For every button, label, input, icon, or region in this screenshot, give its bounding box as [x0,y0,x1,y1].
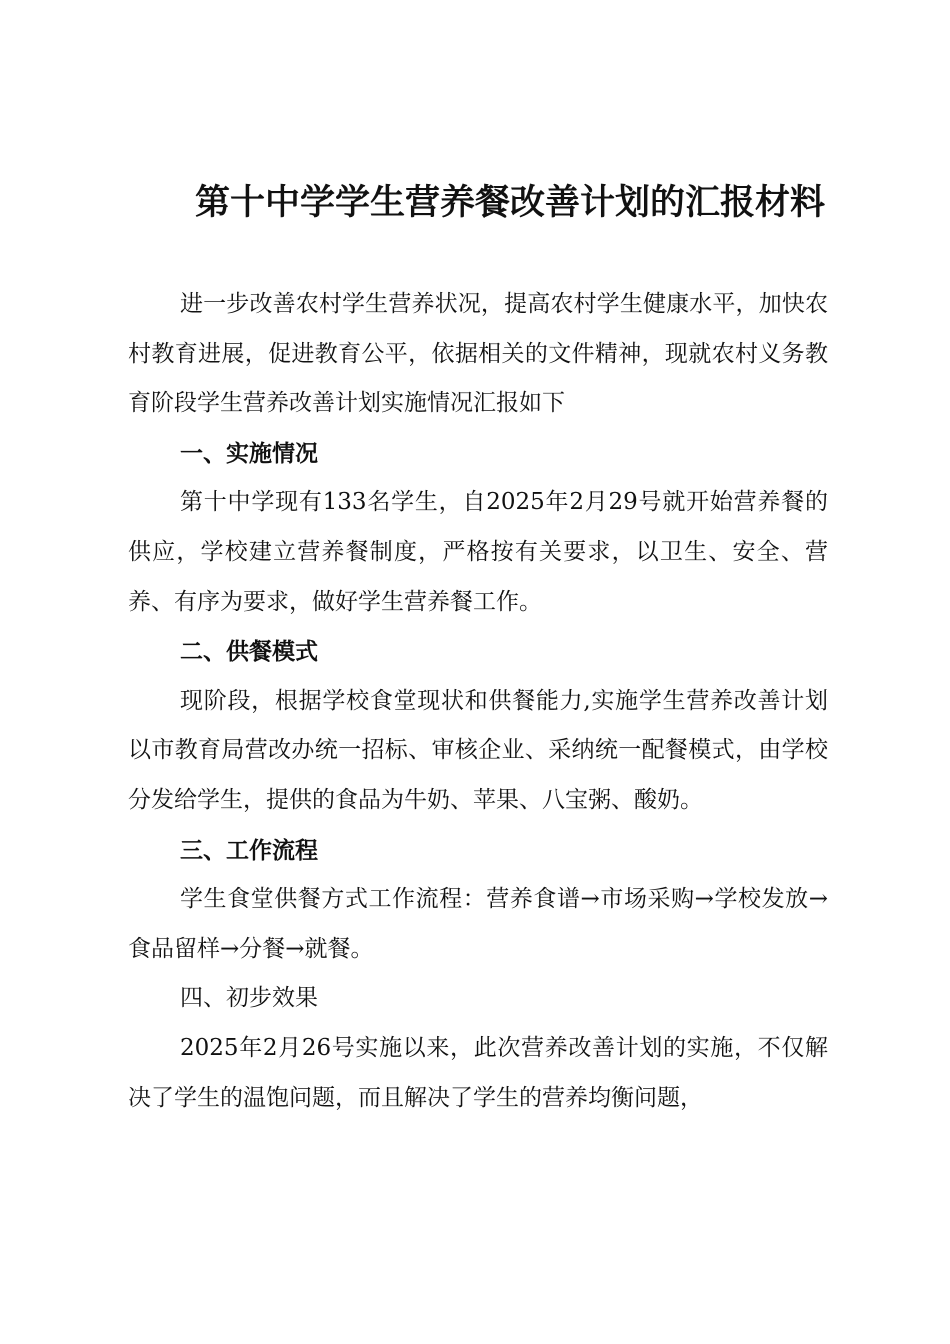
section-heading-meal-mode: 二、供餐模式 [180,638,318,666]
document-title: 第十中学学生营养餐改善计划的汇报材料 [195,182,826,223]
document-body [128,280,828,1123]
section-body-initial-effect: 2025年2月26号实施以来，此次营养改善计划的实施，不仅解决了学生的温饱问题，而且解决了学生的营养均衡问题， [128,1034,828,1111]
section-body-implementation: 第十中学现有133名学生，自2025年2月29号就开始营养餐的供应，学校建立营养餐制度，严格按有关要求，以卫生、安全、营养、有序为要求，做好学生营养餐工作。 [128,489,828,615]
section-heading-initial-effect: 四、初步效果 [180,985,318,1012]
section-body-workflow: 学生食堂供餐方式工作流程：营养食谱→市场采购→学校发放→食品留样→分餐→就餐。 [128,886,828,962]
intro-paragraph: 进一步改善农村学生营养状况，提高农村学生健康水平，加快农村教育进展，促进教育公平，依据相关的文件精神，现就农村义务教育阶段学生营养改善计划实施情况汇报如下 [128,291,828,417]
section-body-meal-mode: 现阶段，根据学校食堂现状和供餐能力,实施学生营养改善计划以市教育局营改办统一招标、审核企业、采纳统一配餐模式，由学校分发给学生，提供的食品为牛奶、苹果、八宝粥、酸奶。 [128,687,828,813]
section-heading-workflow: 三、工作流程 [180,836,318,864]
section-heading-implementation: 一、实施情况 [180,439,318,467]
